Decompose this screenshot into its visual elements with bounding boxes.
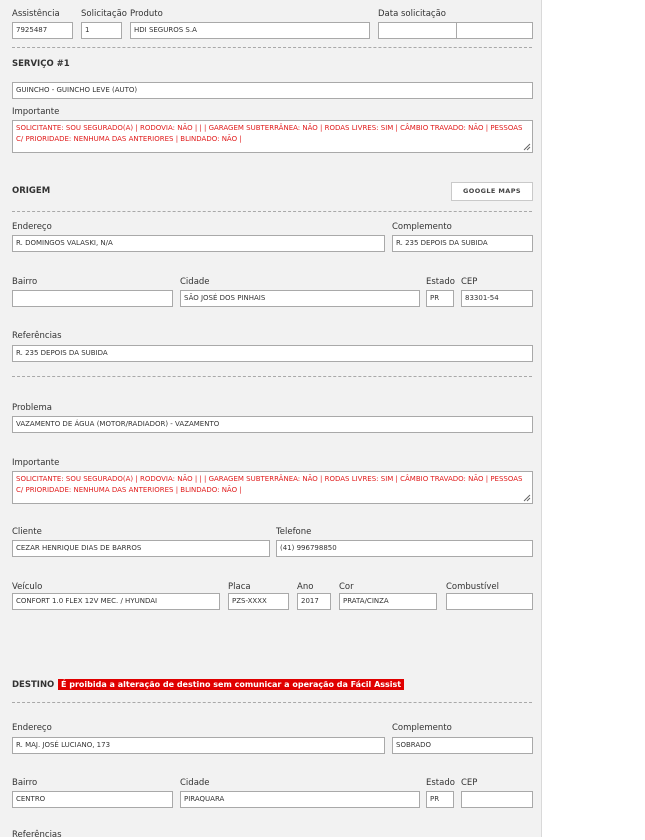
destino-title: DESTINO bbox=[12, 680, 55, 690]
origem-cep-label: CEP bbox=[461, 277, 478, 287]
origem-cep-field[interactable]: 83301-54 bbox=[461, 290, 533, 307]
produto-field[interactable]: HDI SEGUROS S.A bbox=[130, 22, 370, 39]
resize-grip-icon[interactable] bbox=[523, 143, 531, 151]
servico-field[interactable]: GUINCHO - GUINCHO LEVE (AUTO) bbox=[12, 82, 533, 99]
hora-solicitacao-field[interactable] bbox=[456, 22, 533, 39]
origem-cidade-label: Cidade bbox=[180, 277, 210, 287]
cor-field[interactable]: PRATA/CINZA bbox=[339, 593, 437, 610]
origem-complemento-label: Complemento bbox=[392, 222, 452, 232]
data-solicitacao-label: Data solicitação bbox=[378, 9, 447, 19]
cliente-label: Cliente bbox=[12, 527, 42, 537]
solicitacao-label: Solicitação bbox=[81, 9, 127, 19]
ano-label: Ano bbox=[297, 582, 314, 592]
problema-importante-textarea[interactable] bbox=[12, 471, 533, 504]
destino-warning-badge: É proibida a alteração de destino sem comunicar a operação da Fácil Assist bbox=[58, 679, 404, 690]
problema-importante-text: SOLICITANTE: SOU SEGURADO(A) | RODOVIA: NÃO | | | GARAGEM SUBTERRÂNEA: NÃO | RODAS LIVRES: SIM | CÂMBIO TRAVADO: NÃO | PESSOAS C/ PRIORIDADE: NENHUMA DAS ANTERIORES | BLINDADO: NÃO | bbox=[16, 475, 523, 494]
destino-cep-field[interactable] bbox=[461, 791, 533, 808]
origem-referencias-field[interactable]: R. 235 DEPOIS DA SUBIDA bbox=[12, 345, 533, 362]
destino-cidade-label: Cidade bbox=[180, 778, 210, 788]
resize-grip-icon[interactable] bbox=[523, 494, 531, 502]
servico-importante-label: Importante bbox=[12, 107, 60, 117]
combustivel-label: Combustível bbox=[446, 582, 499, 592]
solicitacao-field[interactable]: 1 bbox=[81, 22, 122, 39]
origem-referencias-label: Referências bbox=[12, 331, 62, 341]
produto-label: Produto bbox=[130, 9, 163, 19]
problema-label: Problema bbox=[12, 403, 52, 413]
destino-estado-field[interactable]: PR bbox=[426, 791, 454, 808]
assistencia-label: Assistência bbox=[12, 9, 60, 19]
origem-estado-field[interactable]: PR bbox=[426, 290, 454, 307]
telefone-label: Telefone bbox=[276, 527, 312, 537]
assistencia-field[interactable]: 7925487 bbox=[12, 22, 73, 39]
destino-cep-label: CEP bbox=[461, 778, 478, 788]
servico-importante-textarea[interactable] bbox=[12, 120, 533, 153]
origem-bairro-label: Bairro bbox=[12, 277, 38, 287]
destino-estado-label: Estado bbox=[426, 778, 455, 788]
origem-endereco-label: Endereço bbox=[12, 222, 52, 232]
cliente-field[interactable]: CEZAR HENRIQUE DIAS DE BARROS bbox=[12, 540, 270, 557]
divider bbox=[12, 376, 532, 377]
origem-estado-label: Estado bbox=[426, 277, 455, 287]
origem-complemento-field[interactable]: R. 235 DEPOIS DA SUBIDA bbox=[392, 235, 533, 252]
divider bbox=[12, 702, 532, 703]
origem-endereco-field[interactable]: R. DOMINGOS VALASKI, N/A bbox=[12, 235, 385, 252]
ano-field[interactable]: 2017 bbox=[297, 593, 331, 610]
telefone-field[interactable]: (41) 996798850 bbox=[276, 540, 533, 557]
destino-bairro-field[interactable]: CENTRO bbox=[12, 791, 173, 808]
destino-referencias-label: Referências bbox=[12, 830, 62, 840]
servico-title: SERVIÇO #1 bbox=[12, 59, 70, 69]
veiculo-label: Veículo bbox=[12, 582, 43, 592]
veiculo-field[interactable]: CONFORT 1.0 FLEX 12V MEC. / HYUNDAI bbox=[12, 593, 220, 610]
google-maps-button[interactable]: GOOGLE MAPS bbox=[451, 182, 533, 201]
problema-field[interactable]: VAZAMENTO DE ÁGUA (MOTOR/RADIADOR) - VAZAMENTO bbox=[12, 416, 533, 433]
divider bbox=[12, 211, 532, 212]
origem-title: ORIGEM bbox=[12, 186, 51, 196]
servico-importante-text: SOLICITANTE: SOU SEGURADO(A) | RODOVIA: NÃO | | | GARAGEM SUBTERRÂNEA: NÃO | RODAS LIVRES: SIM | CÂMBIO TRAVADO: NÃO | PESSOAS C/ PRIORIDADE: NENHUMA DAS ANTERIORES | BLINDADO: NÃO | bbox=[16, 124, 523, 143]
destino-bairro-label: Bairro bbox=[12, 778, 38, 788]
cor-label: Cor bbox=[339, 582, 354, 592]
origem-bairro-field[interactable] bbox=[12, 290, 173, 307]
destino-complemento-label: Complemento bbox=[392, 723, 452, 733]
destino-cidade-field[interactable]: PIRAQUARA bbox=[180, 791, 420, 808]
problema-importante-label: Importante bbox=[12, 458, 60, 468]
origem-cidade-field[interactable]: SÃO JOSÉ DOS PINHAIS bbox=[180, 290, 420, 307]
divider bbox=[12, 47, 532, 48]
placa-label: Placa bbox=[228, 582, 251, 592]
data-solicitacao-field[interactable] bbox=[378, 22, 457, 39]
combustivel-field[interactable] bbox=[446, 593, 533, 610]
destino-endereco-field[interactable]: R. MAJ. JOSÉ LUCIANO, 173 bbox=[12, 737, 385, 754]
destino-complemento-field[interactable]: SOBRADO bbox=[392, 737, 533, 754]
placa-field[interactable]: PZS-XXXX bbox=[228, 593, 289, 610]
destino-endereco-label: Endereço bbox=[12, 723, 52, 733]
